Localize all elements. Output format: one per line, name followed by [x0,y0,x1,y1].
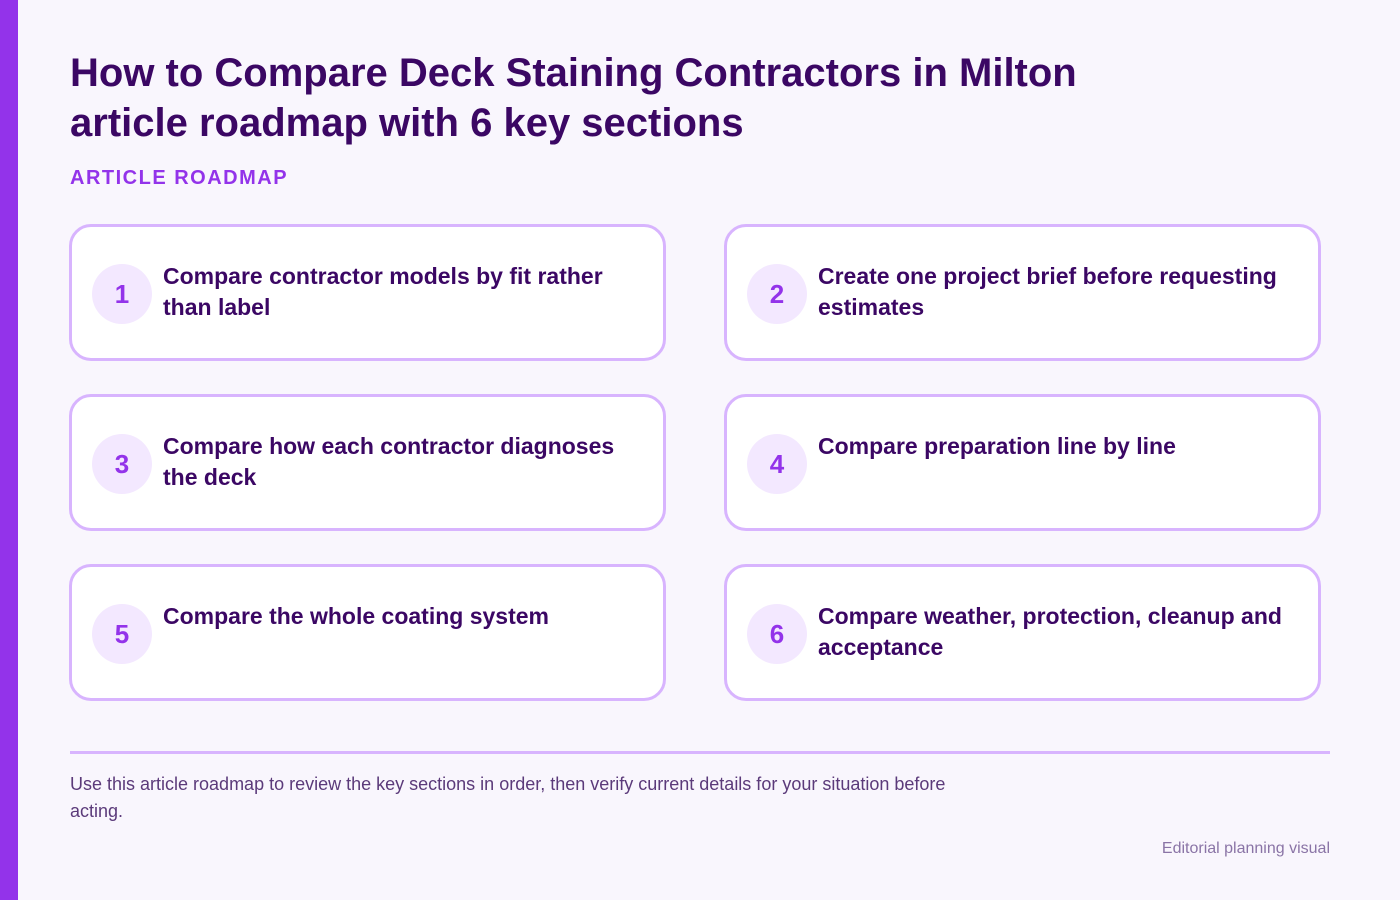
section-number-badge: 5 [92,604,152,664]
title-line-1: How to Compare Deck Staining Contractors in Milton [70,51,1077,95]
section-number-badge: 2 [747,264,807,324]
roadmap-card-2 [724,224,1321,361]
section-label: Compare how each contractor diagnoses the deck [163,433,615,490]
title-line-2: article roadmap with 6 key sections [70,101,744,145]
roadmap-card-3 [69,394,666,531]
section-number-badge: 4 [747,434,807,494]
section-label: Compare contractor models by fit rather than label [163,263,603,320]
section-number-badge: 1 [92,264,152,324]
roadmap-card-4 [724,394,1321,531]
footer-divider [70,751,1330,754]
section-label: Compare the whole coating system [163,603,549,629]
section-label: Create one project brief before requesting estimates [818,263,1277,320]
section-number-badge: 3 [92,434,152,494]
section-eyebrow: ARTICLE ROADMAP [70,167,289,189]
footnote: Use this article roadmap to review the key sections in order, then verify current details for your situation before acting. [70,774,946,821]
section-number-badge: 6 [747,604,807,664]
accent-bar [0,0,18,900]
page-title [70,48,1270,148]
section-label: Compare weather, protection, cleanup and acceptance [818,603,1282,660]
roadmap-card-6 [724,564,1321,701]
roadmap-card-5 [69,564,666,701]
section-label: Compare preparation line by line [818,433,1176,459]
credit-label: Editorial planning visual [1161,840,1330,857]
roadmap-card-1 [69,224,666,361]
